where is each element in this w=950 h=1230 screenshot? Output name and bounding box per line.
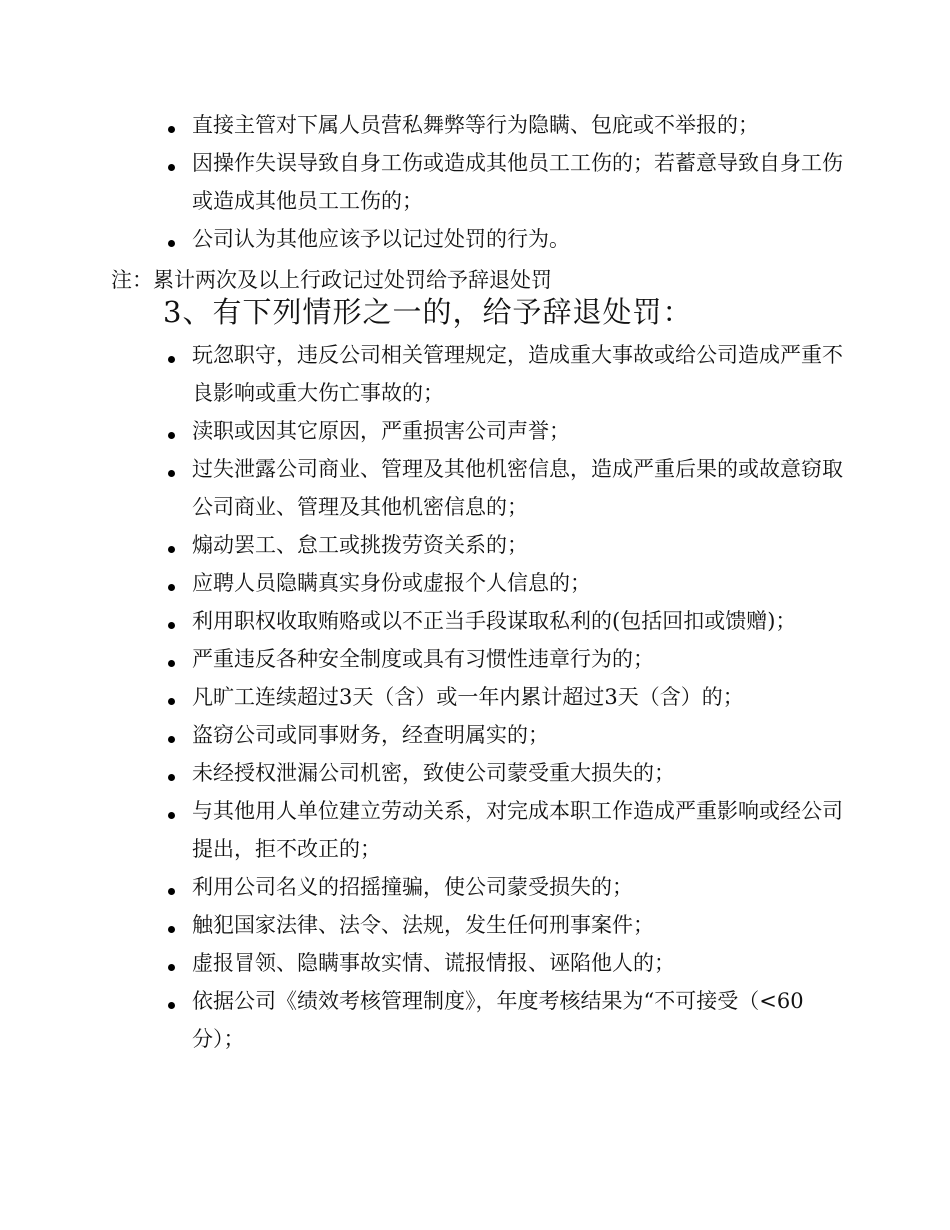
list-item-text: 虚报冒领、隐瞒事故实情、谎报情报、诬陷他人的； bbox=[192, 951, 675, 975]
list-item-text: 利用公司名义的招摇撞骗，使公司蒙受损失的； bbox=[192, 875, 633, 899]
list-item bbox=[166, 526, 846, 564]
list-item-text: 煽动罢工、怠工或挑拨劳资关系的； bbox=[192, 533, 528, 557]
list-item bbox=[166, 106, 846, 144]
top-bullet-list bbox=[166, 106, 846, 258]
bullet-icon bbox=[168, 356, 175, 363]
list-item-text: 依据公司《绩效考核管理制度》，年度考核结果为“不可接受（<60分）； bbox=[192, 989, 804, 1051]
list-item bbox=[166, 602, 846, 640]
bullet-icon bbox=[168, 1002, 175, 1009]
list-item bbox=[166, 906, 846, 944]
list-item-text: 与其他用人单位建立劳动关系，对完成本职工作造成严重影响或经公司提出，拒不改正的； bbox=[192, 799, 843, 861]
bullet-icon bbox=[168, 888, 175, 895]
bullet-icon bbox=[168, 926, 175, 933]
list-item bbox=[166, 640, 846, 678]
list-item-text: 触犯国家法律、法令、法规，发生任何刑事案件； bbox=[192, 913, 654, 937]
bullet-icon bbox=[168, 432, 175, 439]
bullet-icon bbox=[168, 126, 175, 133]
list-item bbox=[166, 144, 846, 220]
list-item bbox=[166, 412, 846, 450]
list-item bbox=[166, 754, 846, 792]
list-item-text: 利用职权收取贿赂或以不正当手段谋取私利的(包括回扣或馈赠)； bbox=[192, 609, 797, 633]
dismissal-bullet-list bbox=[166, 336, 846, 1058]
list-item-text: 因操作失误导致自身工伤或造成其他员工工伤的；若蓄意导致自身工伤或造成其他员工工伤的； bbox=[192, 151, 843, 213]
list-item-text: 应聘人员隐瞒真实身份或虚报个人信息的； bbox=[192, 571, 591, 595]
list-item-text: 凡旷工连续超过3天（含）或一年内累计超过3天（含）的； bbox=[192, 685, 744, 709]
bullet-icon bbox=[168, 164, 175, 171]
list-item-text: 盗窃公司或同事财务，经查明属实的； bbox=[192, 723, 549, 747]
list-item-text: 未经授权泄漏公司机密，致使公司蒙受重大损失的； bbox=[192, 761, 675, 785]
bullet-icon bbox=[168, 622, 175, 629]
bullet-icon bbox=[168, 470, 175, 477]
bullet-icon bbox=[168, 698, 175, 705]
bullet-icon bbox=[168, 546, 175, 553]
list-item bbox=[166, 678, 846, 716]
bullet-icon bbox=[168, 964, 175, 971]
list-item bbox=[166, 716, 846, 754]
list-item bbox=[166, 336, 846, 412]
list-item-text: 公司认为其他应该予以记过处罚的行为。 bbox=[192, 227, 570, 251]
note-text: 注：累计两次及以上行政记过处罚给予辞退处罚 bbox=[111, 268, 552, 292]
bullet-icon bbox=[168, 774, 175, 781]
bullet-icon bbox=[168, 812, 175, 819]
list-item bbox=[166, 792, 846, 868]
list-item bbox=[166, 982, 846, 1058]
bullet-icon bbox=[168, 584, 175, 591]
list-item bbox=[166, 868, 846, 906]
section-heading: 3、有下列情形之一的，给予辞退处罚： bbox=[163, 295, 693, 329]
list-item bbox=[166, 450, 846, 526]
list-item-text: 直接主管对下属人员营私舞弊等行为隐瞒、包庇或不举报的； bbox=[192, 113, 759, 137]
bullet-icon bbox=[168, 240, 175, 247]
bullet-icon bbox=[168, 660, 175, 667]
list-item bbox=[166, 564, 846, 602]
list-item-text: 玩忽职守，违反公司相关管理规定，造成重大事故或给公司造成严重不良影响或重大伤亡事故的； bbox=[192, 343, 843, 405]
list-item-text: 严重违反各种安全制度或具有习惯性违章行为的； bbox=[192, 647, 654, 671]
list-item-text: 过失泄露公司商业、管理及其他机密信息，造成严重后果的或故意窃取公司商业、管理及其他机密信息的； bbox=[192, 457, 843, 519]
list-item-text: 渎职或因其它原因，严重损害公司声誉； bbox=[192, 419, 570, 443]
list-item bbox=[166, 944, 846, 982]
bullet-icon bbox=[168, 736, 175, 743]
list-item bbox=[166, 220, 846, 258]
